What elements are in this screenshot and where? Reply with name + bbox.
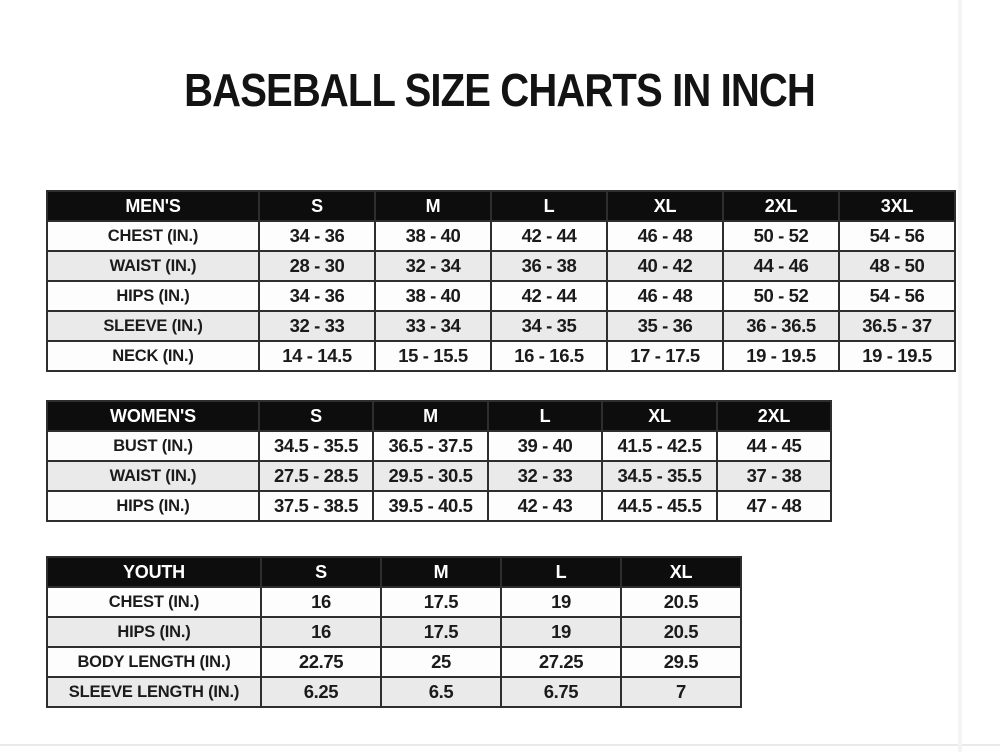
scan-artifact-right-line: [958, 0, 962, 752]
size-column-header: L: [491, 191, 607, 221]
size-value-cell: 19: [501, 587, 621, 617]
size-value-cell: 36.5 - 37: [839, 311, 955, 341]
size-value-cell: 36 - 36.5: [723, 311, 839, 341]
size-column-header: S: [259, 401, 373, 431]
size-value-cell: 22.75: [261, 647, 381, 677]
size-value-cell: 34 - 36: [259, 221, 375, 251]
size-value-cell: 19: [501, 617, 621, 647]
size-value-cell: 16: [261, 617, 381, 647]
size-value-cell: 27.25: [501, 647, 621, 677]
row-label: HIPS (IN.): [47, 491, 259, 521]
size-column-header: XL: [621, 557, 741, 587]
size-value-cell: 16 - 16.5: [491, 341, 607, 371]
size-value-cell: 40 - 42: [607, 251, 723, 281]
size-value-cell: 46 - 48: [607, 281, 723, 311]
measurement-row: [47, 221, 955, 251]
size-value-cell: 54 - 56: [839, 221, 955, 251]
size-value-cell: 34 - 35: [491, 311, 607, 341]
size-value-cell: 41.5 - 42.5: [602, 431, 717, 461]
size-value-cell: 34 - 36: [259, 281, 375, 311]
size-value-cell: 6.25: [261, 677, 381, 707]
row-label: NECK (IN.): [47, 341, 259, 371]
size-value-cell: 36 - 38: [491, 251, 607, 281]
size-value-cell: 27.5 - 28.5: [259, 461, 373, 491]
size-column-header: XL: [607, 191, 723, 221]
size-value-cell: 32 - 34: [375, 251, 491, 281]
row-label: CHEST (IN.): [47, 221, 259, 251]
size-column-header: 3XL: [839, 191, 955, 221]
size-value-cell: 29.5 - 30.5: [373, 461, 488, 491]
size-value-cell: 6.75: [501, 677, 621, 707]
measurement-row: [47, 341, 955, 371]
size-value-cell: 42 - 44: [491, 281, 607, 311]
row-label: SLEEVE LENGTH (IN.): [47, 677, 261, 707]
size-value-cell: 28 - 30: [259, 251, 375, 281]
size-column-header: M: [373, 401, 488, 431]
measurement-row: [47, 251, 955, 281]
row-label: CHEST (IN.): [47, 587, 261, 617]
size-table-header-row: [47, 557, 741, 587]
size-table-header-row: [47, 191, 955, 221]
size-column-header: M: [375, 191, 491, 221]
size-value-cell: 38 - 40: [375, 281, 491, 311]
size-value-cell: 50 - 52: [723, 281, 839, 311]
size-value-cell: 37.5 - 38.5: [259, 491, 373, 521]
size-value-cell: 25: [381, 647, 501, 677]
measurement-row: [47, 491, 831, 521]
size-value-cell: 19 - 19.5: [839, 341, 955, 371]
size-value-cell: 47 - 48: [717, 491, 831, 521]
size-value-cell: 46 - 48: [607, 221, 723, 251]
size-value-cell: 36.5 - 37.5: [373, 431, 488, 461]
size-value-cell: 32 - 33: [259, 311, 375, 341]
size-value-cell: 38 - 40: [375, 221, 491, 251]
page-title-text: BASEBALL SIZE CHARTS IN INCH: [184, 64, 816, 116]
size-value-cell: 7: [621, 677, 741, 707]
size-value-cell: 42 - 44: [491, 221, 607, 251]
measurement-row: [47, 311, 955, 341]
measurement-row: [47, 431, 831, 461]
page-title: [0, 64, 1000, 116]
scan-artifact-bottom-line: [0, 744, 1000, 746]
size-value-cell: 50 - 52: [723, 221, 839, 251]
size-column-header: S: [261, 557, 381, 587]
size-value-cell: 39 - 40: [488, 431, 602, 461]
row-label: BUST (IN.): [47, 431, 259, 461]
measurement-row: [47, 587, 741, 617]
size-value-cell: 15 - 15.5: [375, 341, 491, 371]
size-value-cell: 34.5 - 35.5: [602, 461, 717, 491]
size-value-cell: 33 - 34: [375, 311, 491, 341]
size-value-cell: 54 - 56: [839, 281, 955, 311]
measurement-row: [47, 461, 831, 491]
size-value-cell: 6.5: [381, 677, 501, 707]
size-column-header: 2XL: [717, 401, 831, 431]
measurement-row: [47, 647, 741, 677]
measurement-row: [47, 281, 955, 311]
measurement-row: [47, 677, 741, 707]
row-label: HIPS (IN.): [47, 281, 259, 311]
size-column-header: L: [501, 557, 621, 587]
measurement-row: [47, 617, 741, 647]
size-column-header: L: [488, 401, 602, 431]
size-value-cell: 29.5: [621, 647, 741, 677]
size-value-cell: 44 - 45: [717, 431, 831, 461]
size-table-header-row: [47, 401, 831, 431]
size-value-cell: 17.5: [381, 617, 501, 647]
size-column-header: 2XL: [723, 191, 839, 221]
size-column-header: XL: [602, 401, 717, 431]
mens-size-table: [46, 190, 956, 372]
row-label: BODY LENGTH (IN.): [47, 647, 261, 677]
size-value-cell: 20.5: [621, 587, 741, 617]
table-title-cell: MEN'S: [47, 191, 259, 221]
size-value-cell: 14 - 14.5: [259, 341, 375, 371]
size-value-cell: 35 - 36: [607, 311, 723, 341]
row-label: WAIST (IN.): [47, 251, 259, 281]
size-column-header: M: [381, 557, 501, 587]
size-value-cell: 44.5 - 45.5: [602, 491, 717, 521]
table-title-cell: WOMEN'S: [47, 401, 259, 431]
size-value-cell: 44 - 46: [723, 251, 839, 281]
row-label: SLEEVE (IN.): [47, 311, 259, 341]
size-column-header: S: [259, 191, 375, 221]
size-value-cell: 20.5: [621, 617, 741, 647]
size-value-cell: 37 - 38: [717, 461, 831, 491]
size-value-cell: 17 - 17.5: [607, 341, 723, 371]
size-value-cell: 39.5 - 40.5: [373, 491, 488, 521]
size-value-cell: 42 - 43: [488, 491, 602, 521]
table-title-cell: YOUTH: [47, 557, 261, 587]
size-value-cell: 19 - 19.5: [723, 341, 839, 371]
row-label: WAIST (IN.): [47, 461, 259, 491]
size-value-cell: 32 - 33: [488, 461, 602, 491]
size-value-cell: 17.5: [381, 587, 501, 617]
size-value-cell: 16: [261, 587, 381, 617]
size-value-cell: 34.5 - 35.5: [259, 431, 373, 461]
size-value-cell: 48 - 50: [839, 251, 955, 281]
row-label: HIPS (IN.): [47, 617, 261, 647]
womens-size-table: [46, 400, 832, 522]
youth-size-table: [46, 556, 742, 708]
